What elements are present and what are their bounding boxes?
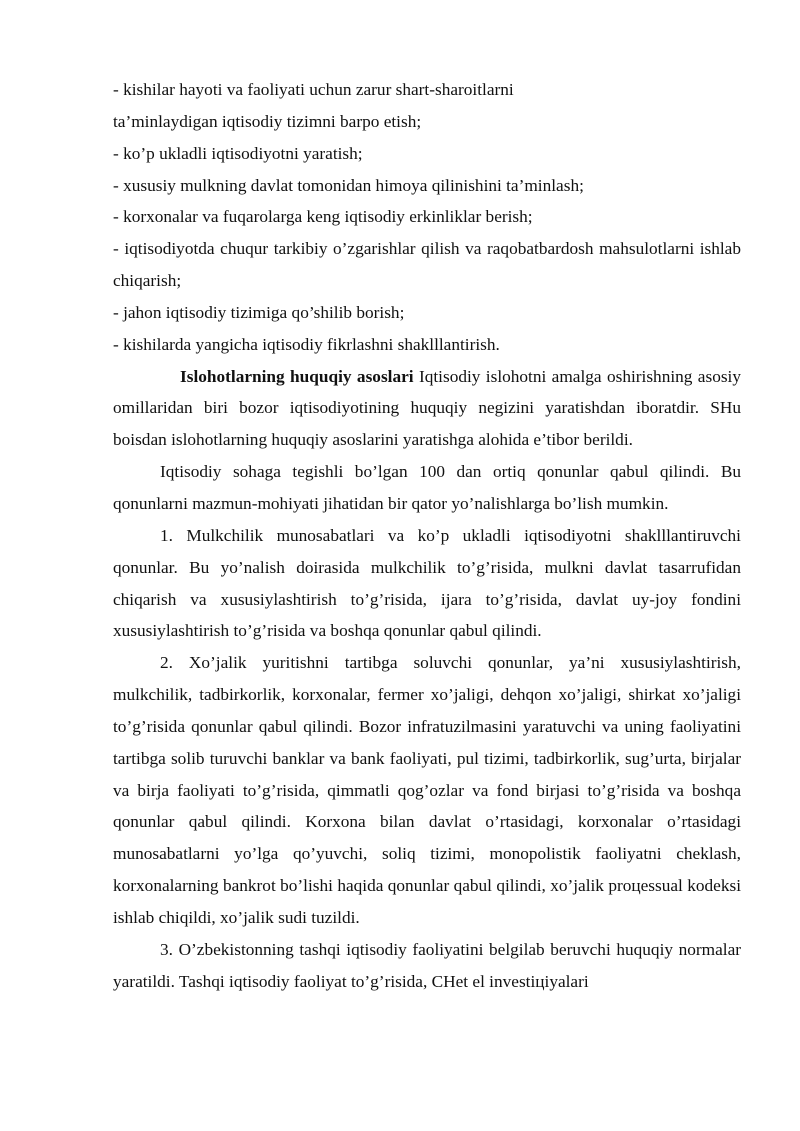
list-item: - kishilar hayoti va faoliyati uchun zarur shart-sharoitlarni: [113, 80, 514, 99]
list-item: - jahon iqtisodiy tizimiga qo’shilib borish;: [113, 302, 405, 322]
list-item: - xususiy mulkning davlat tomonidan himoya qilinishini ta’minlash;: [113, 175, 584, 195]
numbered-paragraph-2: 2. Xo’jalik yuritishni tartibga soluvchi qonunlar, ya’ni xususiylashtirish, mulkchilik, tadbirkorlik, korxonalar, fermer xo’jaligi, dehqon xo’jaligi, shirkat xo’jaligi to’g’risida qonunlar qabul qilindi. Bozor infratuzilmasini yaratuvchi va uning faoliyatini tartibga solib turuvchi banklar va bank faoliyati, pul tizimi, tadbirkorlik, sug’urta, birjalar va birja faoliyati to’g’risida, qimmatli qog’ozlar va fond birjasi to’g’risida va boshqa qonunlar qabul qilindi. Korxona bilan davlat o’rtasidagi, korxonalar o’rtasidagi munosabatlarni yo’lga qo’yuvchi, soliq tizimi, monopolistik faoliyatni cheklash, korxonalarning bankrot bo’lishi haqida qonunlar qabul qilindi, xo’jalik proцessual kodeksi ishlab chiqildi, xo’jalik sudi tuzildi.: [113, 653, 741, 927]
list-item: - iqtisodiyotda chuqur tarkibiy o’zgarishlar qilish va raqobatbardosh mahsulotlarni ishlab chiqarish;: [113, 239, 741, 291]
list-item: - korxonalar va fuqarolarga keng iqtisodiy erkinliklar berish;: [113, 207, 533, 227]
legal-basis-paragraph: [113, 361, 741, 457]
numbered-paragraph-3: 3. O’zbekistonning tashqi iqtisodiy faoliyatini belgilab beruvchi huquqiy normalar yaratildi. Tashqi iqtisodiy faoliyat to’g’risida, CHet el investiцiyalari: [113, 939, 741, 991]
numbered-paragraph-1: 1. Mulkchilik munosabatlari va ko’p ukladli iqtisodiyotni shaklllantiruvchi qonunlar. Bu yo’nalish doirasida mulkchilik to’g’risida, mulkni davlat tasarrufidan chiqarish va xususiylashtirish to’g’risida, ijara to’g’risida, davlat uy-joy fondini xususiylashtirish to’g’risida va boshqa qonunlar qabul qilindi.: [113, 525, 741, 641]
list-item-continuation: ta’minlaydigan iqtisodiy tizimni barpo etish;: [113, 111, 422, 131]
section-heading: Islohotlarning huquqiy asoslari: [180, 366, 414, 386]
document-page: [113, 74, 741, 997]
paragraph-text: Iqtisodiy islohotni amalga oshirishning asosiy omillaridan biri bozor iqtisodiyotining huquqiy negizini yaratishdan iboratdir. SHu boisdan islohotlarning huquqiy asoslarini yaratishga alohida e’tibor berildi.: [113, 366, 741, 450]
list-item: - kishilarda yangicha iqtisodiy fikrlashni shaklllantirish.: [113, 334, 500, 354]
laws-intro-paragraph: Iqtisodiy sohaga tegishli bo’lgan 100 dan ortiq qonunlar qabul qilindi. Bu qonunlarni mazmun-mohiyati jihatidan bir qator yo’nalishlarga bo’lish mumkin.: [113, 462, 741, 513]
list-item: - ko’p ukladli iqtisodiyotni yaratish;: [113, 143, 363, 163]
